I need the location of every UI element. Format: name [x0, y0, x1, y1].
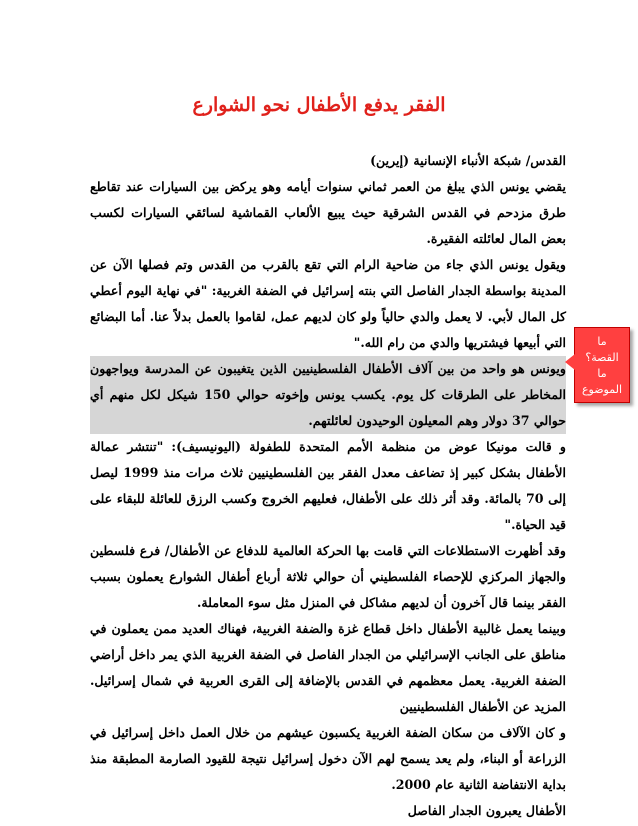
paragraph-3-highlighted: ويونس هو واحد من بين آلاف الأطفال الفلسطينيين الذين يتغيبون عن المدرسة ويواجهون المخاطر على الطرقات كل يوم. يكسب يونس وإخوته حوالي 150 شيكل لكل منهم أي حوالي 37 دولار وهم المعيلون الوحيدون لعائلتهم.	[90, 356, 566, 434]
paragraph-5: وقد أظهرت الاستطلاعات التي قامت بها الحركة العالمية للدفاع عن الأطفال/ فرع فلسطين والجهاز المركزي للإحصاء الفلسطيني أن حوالي ثلاثة أرباع أطفال الشوارع يعملون بسبب الفقر بينما قال آخرون أن لديهم مشاكل في المنزل مثل سوء المعاملة.	[90, 543, 566, 610]
callout-line-1: ما	[597, 335, 607, 348]
source-place: القدس/ شبكة الأنباء الإنسانية	[413, 153, 566, 168]
paragraph-1: يقضي يونس الذي يبلغ من العمر ثماني سنوات أيامه وهو يركض بين السيارات عند تقاطع طرق مزدحم في القدس الشرقية حيث يبيع الألعاب القماشية لسائقي السيارات لكسب بعض المال لعائلته الفقيرة.	[90, 179, 566, 246]
callout-line-2: القصة؟	[585, 351, 619, 364]
callout-line-4: الموضوع	[581, 383, 623, 396]
comment-callout[interactable]	[574, 327, 630, 403]
paragraph-7: و كان الآلاف من سكان الضفة الغربية يكسبون عيشهم من خلال العمل داخل إسرائيل في الزراعة أو البناء، ولم يعد يسمح لهم الآن دخول إسرائيل نتيجة للقيود الصارمة المطبقة منذ بداية الانتفاضة الثانية عام 2000.	[90, 725, 566, 792]
callout-pointer-icon	[565, 354, 575, 370]
subheading: الأطفال يعبرون الجدار الفاصل	[407, 803, 566, 818]
article-body	[90, 148, 566, 824]
paragraph-4: و قالت مونيكا عوض من منظمة الأمم المتحدة للطفولة (اليونيسيف): "تنتشر عمالة الأطفال بشكل كبير إذ تضاعف معدل الفقر بين الفلسطينيين ثلاث مرات منذ 1999 ليصل إلى 70 بالمائة. وقد أثر ذلك على الأطفال، فعليهم الخروج وكسب الرزق للعائلة للبقاء على قيد الحياة."	[90, 439, 567, 532]
source-agency: (إيرين)	[370, 153, 410, 168]
article-source	[90, 148, 566, 174]
paragraph-6: وبينما يعمل غالبية الأطفال داخل قطاع غزة والضفة الغربية، فهناك العديد ممن يعملون في مناطق على الجانب الإسرائيلي من الجدار الفاصل في الضفة الغربية الذي يمر داخل أراضي الضفة الغربية. يعمل معظمهم في القدس بالإضافة إلى القرى العربية في شمال إسرائيل. المزيد عن الأطفال الفلسطينيين	[90, 621, 566, 714]
paragraph-2: ويقول يونس الذي جاء من ضاحية الرام التي تقع بالقرب من القدس وتم فصلها الآن عن المدينة بواسطة الجدار الفاصل التي بنته إسرائيل في الضفة الغربية: "في نهاية اليوم أعطي كل المال لأبي. لا يعمل والدي حالياً ولو كان لديهم عمل، لقاموا بالعمل بدلاً عنا. أما البضائع التي أبيعها فيشتريها والدي من رام الله."	[90, 257, 566, 350]
article-title: الفقر يدفع الأطفال نحو الشوارع	[192, 94, 446, 116]
callout-line-3: ما	[597, 367, 607, 380]
